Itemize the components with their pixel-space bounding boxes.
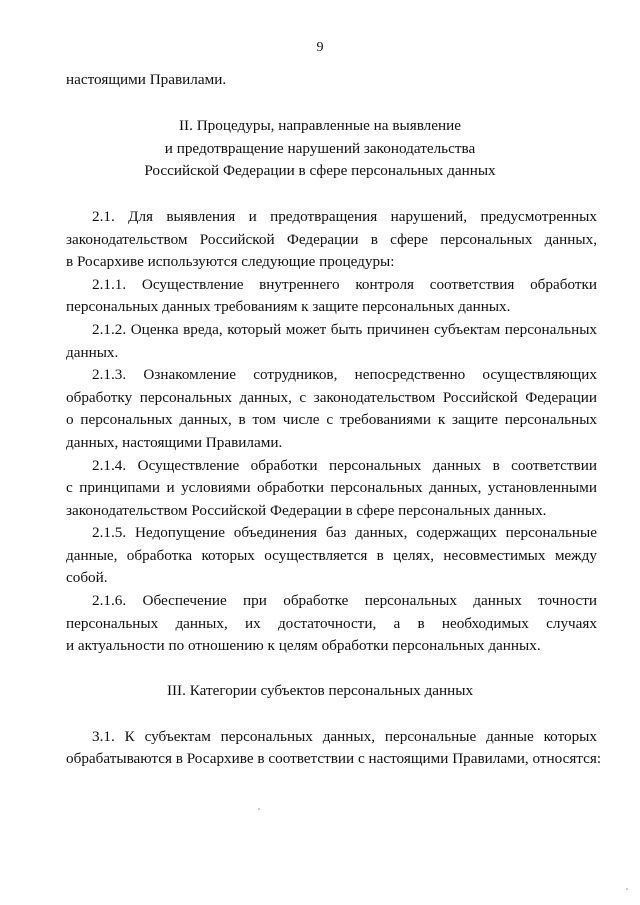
section-heading-3: III. Категории субъектов персональных данных — [166, 682, 474, 699]
paragraph-2-1-2: 2.1.2. Оценка вреда, который может быть причинен субъектам персональных — [92, 321, 597, 338]
page-number: 9 — [316, 40, 324, 55]
paragraph-2-1-6: персональных данных, их достаточности, а в необходимых случаях — [66, 615, 597, 632]
paragraph-2-1-4: 2.1.4. Осуществление обработки персональных данных в соответствии — [92, 457, 597, 474]
paragraph-2-1-4: законодательством Российской Федерации в сфере персональных данных. — [66, 502, 547, 519]
paragraph-2-1-3: 2.1.3. Ознакомление сотрудников, непосредственно осуществляющих — [92, 366, 597, 383]
section-heading-2: Российской Федерации в сфере персональных данных — [144, 162, 496, 179]
section-heading-2: и предотвращение нарушений законодательства — [164, 140, 476, 157]
paragraph-2-1-6: 2.1.6. Обеспечение при обработке персональных данных точности — [92, 592, 597, 609]
paragraph-2-1-5: 2.1.5. Недопущение объединения баз данных, содержащих персональные — [92, 524, 597, 541]
scan-speck — [626, 888, 628, 890]
paragraph-2-1-5: данные, обработка которых осуществляется в целях, несовместимых между — [66, 547, 597, 564]
paragraph-2-1: законодательством Российской Федерации в сфере персональных данных, — [66, 231, 597, 248]
paragraph-2-1-1: персональных данных требованиям к защите персональных данных. — [66, 298, 511, 315]
paragraph-3-1: 3.1. К субъектам персональных данных, персональные данные которых — [92, 728, 597, 745]
paragraph-2-1-3: обработку персональных данных, с законодательством Российской Федерации — [66, 389, 597, 406]
paragraph-2-1: в Росархиве используются следующие процедуры: — [66, 253, 395, 270]
paragraph-2-1-1: 2.1.1. Осуществление внутреннего контроля соответствия обработки — [92, 276, 597, 293]
paragraph-2-1: 2.1. Для выявления и предотвращения нарушений, предусмотренных — [92, 208, 597, 225]
section-heading-2: II. Процедуры, направленные на выявление — [179, 117, 461, 134]
paragraph-2-1-6: и актуальности по отношению к целям обработки персональных данных. — [66, 637, 541, 654]
paragraph-2-1-4: с принципами и условиями обработки персональных данных, установленными — [66, 479, 597, 496]
paragraph-2-1-3: данных, настоящими Правилами. — [66, 434, 283, 451]
paragraph-2-1-2: данных. — [66, 344, 119, 361]
paragraph-3-1: обрабатываются в Росархиве в соответствии с настоящими Правилами, относятся: — [66, 750, 602, 767]
paragraph-2-1-3: о персональных данных, в том числе с требованиями к защите персональных — [66, 411, 597, 428]
paragraph-2-1-5: собой. — [66, 569, 108, 586]
scan-speck — [258, 808, 260, 810]
text-line: настоящими Правилами. — [66, 71, 227, 88]
